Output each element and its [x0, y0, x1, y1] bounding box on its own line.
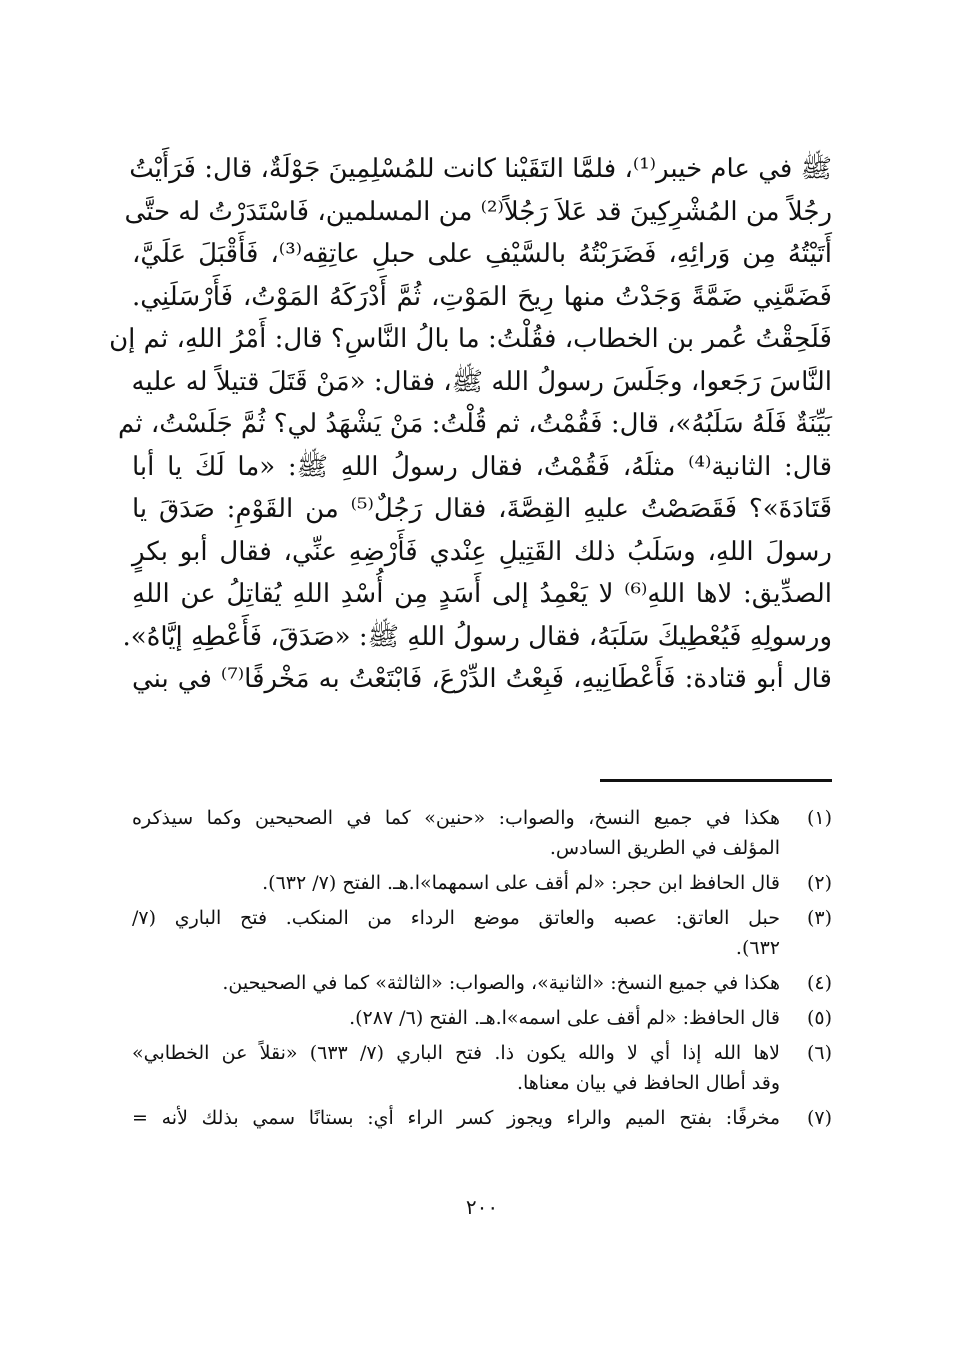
text-line: فَلَحِقْتُ عُمر بن الخطاب، فقُلْتُ: ما بالُ النَّاسِ؟ قال: أَمْرُ اللهِ، ثم إن	[109, 324, 832, 354]
footnote-line: قال الحافظ ابن حجر: «لم أقف على اسمهما»ا.هـ. الفتح (٧/ ٦٣٢).	[262, 872, 780, 894]
text-line: رسولَ اللهِ، وسَلَبُ ذلك القَتِيلِ عِنْدي فَأَرْضِهِ عنِّي، فقال أبو بكرٍ	[132, 536, 832, 567]
footnote-separator-rule	[600, 779, 832, 782]
footnote-number: (٣)	[806, 907, 832, 929]
text-line: قال: الثانية⁽⁴⁾ مثلَهُ، فَقُمْتُ، فقال رسولُ اللهِ ﷺ: «ما لَكَ يا أبا	[132, 451, 832, 482]
footnote-number: (١)	[806, 807, 832, 829]
text-line: قَتَادَةَ»؟ فَقَصَصْتُ عليهِ القِصَّةَ، فقال رَجُلٌ⁽⁵⁾ من القَوْمِ: صَدَقَ يا	[132, 494, 833, 524]
footnote-line: المؤلف في الطريق السادس.	[549, 837, 780, 859]
text-line: بَيِّنَةٌ فَلَهُ سَلَبُهُ»، قال: فَقُمْتُ، ثم قُلْتُ: مَنْ يَشْهَدُ لي؟ ثُمَّ جَلَسْتُ، ثم	[118, 409, 832, 439]
text-line: فَضَمَّنِي ضَمَّةً وَجَدْتُ منها رِيحَ المَوْتِ، ثُمَّ أَدْرَكَهُ المَوْتُ، فَأَرْسَلَنِي.	[132, 281, 832, 312]
text-line: قال أبو قتادة: فَأَعْطَانِيهِ، فَبِعْتُ الدِّرْعَ، فَابْتَعْتُ به مَخْرفًا⁽⁷⁾ في بني	[132, 664, 832, 694]
footnote-number: (٦)	[806, 1042, 832, 1064]
text-line: رجُلاً من المُشْرِكِينَ قد عَلاَ رَجُلاً⁽²⁾ من المسلمين، فَاسْتَدَرْتُ له حتَّى	[124, 196, 832, 227]
footnote-line: حبل العاتق: عصبه والعاتق موضع الرداء من المنكب. فتح الباري (٧/	[132, 907, 780, 929]
page-number: ٢٠٠	[465, 1195, 499, 1219]
footnote-4	[132, 968, 832, 998]
footnote-number: (٥)	[806, 1007, 832, 1029]
footnote-line: وقد أطال الحافظ في بيان معناها.	[516, 1072, 780, 1094]
footnote-line: لاها الله إذا أي لا والله يكون ذا. فتح الباري (٧/ ٦٣٣) «نقلاً عن الخطابي»	[132, 1042, 780, 1064]
footnote-line: هكذا في جميع النسخ، والصواب: «حنين» كما في الصحيحين وكما سيذكره	[132, 807, 780, 829]
footnote-5	[132, 1003, 832, 1033]
footnote-line: قال الحافظ: «لم أقف على اسمه»ا.هـ. الفتح (٦/ ٢٨٧).	[349, 1007, 780, 1029]
footnote-number: (٤)	[806, 972, 832, 994]
text-line: النَّاسَ رَجَعوا، وجَلَسَ رسولُ الله ﷺ، فقال: «مَنْ قَتَلَ قتيلاً له عليه	[131, 366, 832, 397]
main-text-body	[109, 148, 833, 701]
footnote-line: مخرفًا: بفتح الميم والراء ويجوز كسر الراء أي: بستانًا سمي بذلك لأنه =	[132, 1107, 780, 1129]
footnote-7	[132, 1103, 832, 1133]
text-line: الصدِّيق: لاها اللهِ⁽⁶⁾ لا يَعْمِدُ إلى أَسَدٍ مِن أُسْدِ اللهِ يُقاتِلُ عن اللهِ	[132, 579, 832, 609]
footnote-2	[132, 868, 832, 898]
footnotes-section	[132, 803, 832, 1138]
text-line: أَتَيْتُهُ مِن وَرائِهِ، فَضَرَبْتُهُ بالسَّيْفِ على حبلِ عاتِقِه⁽³⁾، فَأَقْبَلَ عَلَيَّ،	[132, 239, 832, 269]
footnote-number: (٧)	[806, 1107, 832, 1129]
footnote-6	[132, 1038, 832, 1098]
footnote-1	[132, 803, 832, 863]
footnote-number: (٢)	[806, 872, 832, 894]
footnote-line: ٦٣٢).	[735, 937, 780, 959]
footnote-3	[132, 903, 832, 963]
footnote-line: هكذا في جميع النسخ: «الثانية»، والصواب: «الثالثة» كما في الصحيحين.	[222, 972, 780, 994]
text-line: ﷺ في عام خيبر⁽¹⁾، فلمَّا التَقَيْنا كانت للمُسْلِمِينَ جَوْلَةٌ، قال: فَرَأَيْتُ	[129, 154, 832, 184]
text-line: ورسولِهِ فَيُعْطِيكَ سَلَبَهُ، فقال رسولُ اللهِ ﷺ: «صَدَقَ، فَأَعْطِهِ إيَّاهُ».	[122, 621, 832, 652]
